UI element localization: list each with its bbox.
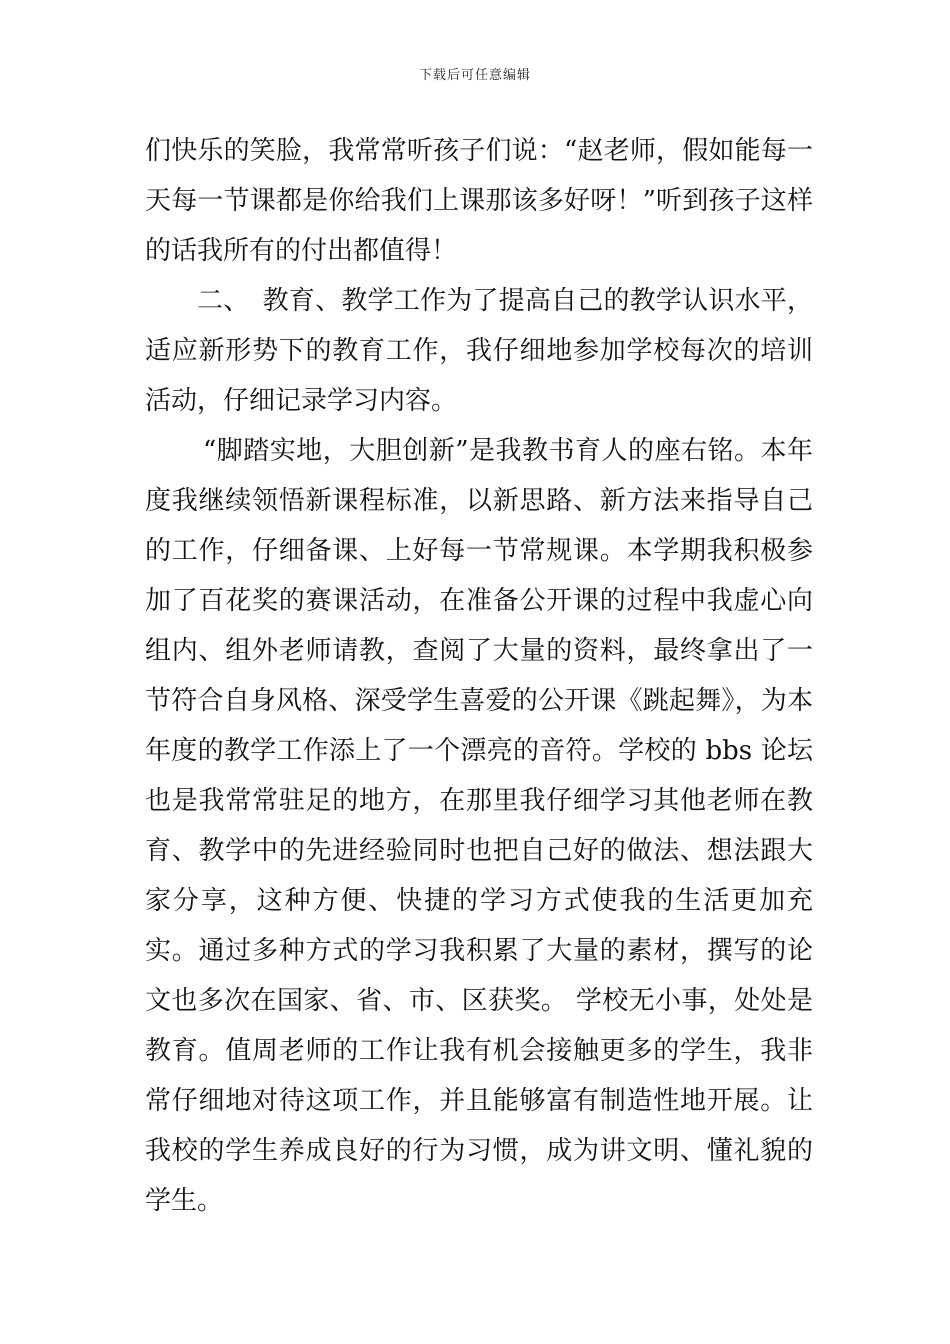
document-body xyxy=(145,126,813,1226)
paragraph-3: “脚踏实地，大胆创新”是我教书育人的座右铭。本年度我继续领悟新课程标准，以新思路、新方法来指导自己的工作，仔细备课、上好每一节常规课。本学期我积极参加了百花奖的赛课活动，在准备公开课的过程中我虚心向组内、组外老师请教，查阅了大量的资料，最终拿出了一节符合自身风格、深受学生喜爱的公开课《跳起舞》，为本年度的教学工作添上了一个漂亮的音符。学校的 bbs 论坛也是我常常驻足的地方，在那里我仔细学习其他老师在教育、教学中的先进经验同时也把自己好的做法、想法跟大家分享，这种方便、快捷的学习方式使我的生活更加充实。通过多种方式的学习我积累了大量的素材，撰写的论文也多次在国家、省、市、区获奖。 学校无小事，处处是教育。值周老师的工作让我有机会接触更多的学生，我非常仔细地对待这项工作，并且能够富有制造性地开展。让我校的学生养成良好的行为习惯，成为讲文明、懂礼貌的学生。 xyxy=(145,436,813,1216)
page-header: 下载后可任意编辑 xyxy=(418,68,531,83)
paragraph-2: 二、 教育、教学工作为了提高自己的教学认识水平，适应新形势下的教育工作，我仔细地参加学校每次的培训活动，仔细记录学习内容。 xyxy=(145,286,813,416)
paragraph-1: 们快乐的笑脸，我常常听孩子们说：“赵老师，假如能每一天每一节课都是你给我们上课那该多好呀！”听到孩子这样的话我所有的付出都值得！ xyxy=(145,136,813,266)
